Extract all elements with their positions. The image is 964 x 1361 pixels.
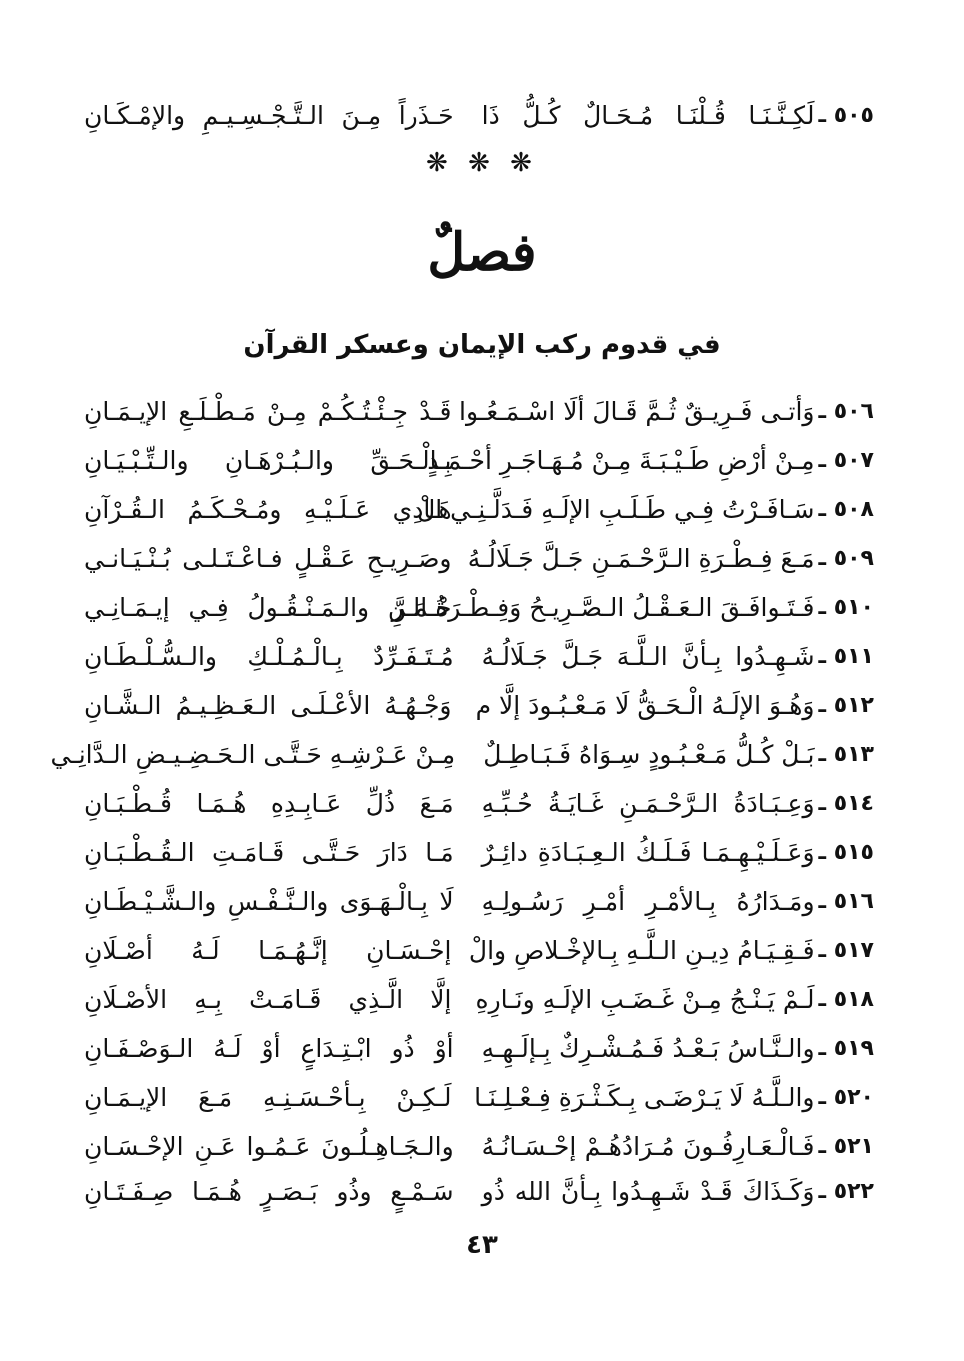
verse-row [84, 584, 874, 630]
verse-first-hemistich: والـلَّـهُ لَا يَـرْضَـى بِـكَـثْـرَةِ فِـعْـلِـنَـا [474, 1082, 815, 1112]
verse-row [84, 1025, 874, 1071]
verse-first-hemistich: وَكَـذَاكَ قَـدْ شَـهِـدُوا بِـأنَّ الله ذُو [481, 1176, 815, 1206]
verse-number: ٥١٥ ـ [818, 839, 874, 865]
verse-row [84, 1074, 874, 1120]
verse-second-hemistich: مِـنْ عَـرْشِـهِ حَـتَّـى الـحَـضِـيـضِ الـدَّانِـي [50, 739, 456, 769]
verse-row [84, 388, 874, 434]
verse-row [84, 1168, 874, 1214]
section-title: في قدوم ركب الإيمان وعسكر القرآن [243, 330, 721, 360]
verse-second-hemistich: أوْ ذُو ابْـتِـدَاعٍ أوْ لَـهُ الـوَصْـفَـانِ [84, 1033, 454, 1063]
verse-first-hemistich: مِـنْ أرْضِ طَـيْـبَـةَ مِـنْ مُـهَـاجَـرِ أحْـمَـدٍ [427, 445, 815, 475]
verse-row [84, 535, 874, 581]
verse-first-hemistich: وَعِـبَـادَةُ الـرَّحْـمَـنِ غَـايَـةُ حُـبِّـهِ [481, 788, 815, 818]
verse-row [84, 878, 874, 924]
verse-second-hemistich: سَـمْـعٍ وذُو بَـصَـرٍ هُـمَـا صِـفَـتَـانِ [84, 1176, 454, 1206]
verse-second-hemistich: والـجَـاهِـلُـونَ عَـمُـوا عَـنِ الإحْـسَـانِ [84, 1131, 454, 1161]
verse-number: ٥١٠ ـ [818, 594, 874, 620]
verse-first-hemistich: مَـعَ فِـطْـرَةِ الـرَّحْـمَـنِ جَـلَّ جَـلَالُـهُ [467, 543, 815, 573]
verse-number: ٥١٢ ـ [818, 692, 874, 718]
verse-second-hemistich: مُـتَـفَـرِّدٌ بِـالْـمُـلْـكِ والـسُّـلْـطَـانِ [84, 641, 454, 671]
verse-second-hemistich: هَـادِي عَـلَـيْـهِ ومُـحْـكَـمُ الـقُـرْآنِ [84, 494, 452, 524]
verse-second-hemistich: حَـذَراً مِـنَ الـتَّـجْـسِـيـمِ والإمْـكَـانِ [84, 100, 454, 130]
verse-second-hemistich: إحْـسَـانِ إنَّـهُـمَـا لَـهُ أصْـلَانِ [84, 935, 452, 965]
verse-row [84, 829, 874, 875]
verse-row [84, 633, 874, 679]
verse-row [50, 731, 874, 777]
verse-first-hemistich: ومَـدَارُهُ بِـالأمْـرِ أمْـرِ رَسُـولِـهِ [481, 886, 815, 916]
verse-row [84, 486, 874, 532]
verse-number: ٥٢٢ ـ [818, 1178, 874, 1204]
verse-second-hemistich: إلَّا الَّـذِي قَـامَـتْ بِـهِ الأصْـلَانِ [84, 984, 452, 1014]
page-number: ٤٣ [466, 1230, 498, 1260]
verse-number: ٥٠٩ ـ [818, 545, 874, 571]
verse-row [84, 1123, 874, 1169]
verse-number: ٥٢٠ ـ [818, 1084, 874, 1110]
verse-first-hemistich: وَأتـى فَـرِيـقٌ ثُـمَّ قَـالَ ألَا اسْـمَـعُـوا [459, 396, 815, 426]
verse-first-hemistich: بَـلْ كُـلُّ مَـعْـبُـودٍ سِـوَاهُ فَـبَـاطِـلٌ [483, 739, 815, 769]
verse-number: ٥١٩ ـ [818, 1035, 874, 1061]
verse-number: ٥١٦ ـ [818, 888, 874, 914]
verse-number: ٥١٨ ـ [818, 986, 874, 1012]
verse-second-hemistich: بِـالْـحَـقِّ والـبُـرْهَـانِ والـتِّـبْـيَـانِ [84, 445, 452, 475]
verse-first-hemistich: سَـافَـرْتُ فِـي طَـلَـبِ الإلَـهِ فَـدَلَّـنِـي الْ [417, 494, 815, 524]
verse-row [84, 437, 874, 483]
verse-second-hemistich: لَا بِـالْـهَـوَى والـنَّـفْـسِ والـشَّـيْـطَـانِ [84, 886, 454, 916]
verse-number: ٥١١ ـ [818, 643, 874, 669]
verse-505 [84, 92, 874, 138]
section-heading: فصلٌ [427, 222, 537, 283]
verse-number: ٥٠٥ ـ [818, 102, 874, 128]
verse-first-hemistich: والـنَّـاسُ بَـعْـدُ فَـمُـشْـرِكٌ بِـإلَـهِـهِ [481, 1033, 815, 1063]
verse-number: ٥١٤ ـ [818, 790, 874, 816]
verse-number: ٥١٣ ـ [818, 741, 874, 767]
verse-first-hemistich: وَهُـوَ الإلَـهُ الْـحَـقُّ لَا مَـعْـبُـودَ إلَّا م [475, 690, 815, 720]
separator-stars: ❋ ❋ ❋ [426, 148, 538, 178]
verse-second-hemistich: مَـا دَارَ حَـتَّـى قَـامَـتِ الـقُـطْـبَـانِ [84, 837, 454, 867]
verse-first-hemistich: فَـقِـيَـامُ دِيـنِ الـلَّـهِ بِـالإخْـلاصِ والْ [468, 935, 815, 965]
verse-row [84, 682, 874, 728]
verse-first-hemistich: فَـتَـوافَـقَ الـعَـقْـلُ الـصَّـرِيـحُ وَفِـطْـرَةُ الـرَّ [391, 592, 815, 622]
verse-second-hemistich: قَـدْ جِـئْـتُـكُـمْ مِـنْ مَـطْـلَـعِ الإيـمَـانِ [84, 396, 452, 426]
verse-number: ٥٠٨ ـ [818, 496, 874, 522]
verse-number: ٥٢١ ـ [818, 1133, 874, 1159]
verse-first-hemistich: لَكِـنَّـنَـا قُـلْنَـا مُـحَـالٌ كُـلُّ ذَا [481, 100, 815, 130]
verse-first-hemistich: وَعَـلَـيْـهِـمَـا فَـلَـكُ الـعِـبَـادَةِ دائِـرٌ [481, 837, 815, 867]
verse-first-hemistich: لَـمْ يَـنْـجُ مِـنْ غَـضَـبِ الإلَـهِ ونَـارِهِ [475, 984, 815, 1014]
verse-second-hemistich: وَجْـهُـهُ الأعْـلَـى الـعَـظِـيـمُ الـشَّـانِ [84, 690, 452, 720]
verse-second-hemistich: وصَـرِيـحِ عَـقْـلٍ فـاعْـتَـلـى بُـنْـيَـانـي [84, 543, 452, 573]
verse-row [84, 927, 874, 973]
verse-second-hemistich: مَـعَ ذُلِّ عَـابِـدِهِ هُـمَـا قُـطْـبَـانِ [84, 788, 454, 818]
verse-first-hemistich: شَـهِـدُوا بِـأنَّ الـلَّـهَ جَـلَّ جَـلَالُـهُ [481, 641, 815, 671]
verse-second-hemistich: حْـمَـنِ والـمَـنْـقُـولُ فِـي إيـمَـانِـي [84, 592, 452, 622]
verse-first-hemistich: فَـالْـعَـارِفُـونَ مُـرَادُهُـمْ إحْـسَـانُـهُ [481, 1131, 815, 1161]
verse-row [84, 780, 874, 826]
verse-second-hemistich: لَـكِـنْ بِـأحْـسَـنِـهِ مَـعَ الإيـمَـانِ [84, 1082, 452, 1112]
verse-number: ٥٠٧ ـ [818, 447, 874, 473]
verse-number: ٥١٧ ـ [818, 937, 874, 963]
verse-number: ٥٠٦ ـ [818, 398, 874, 424]
verse-row [84, 976, 874, 1022]
